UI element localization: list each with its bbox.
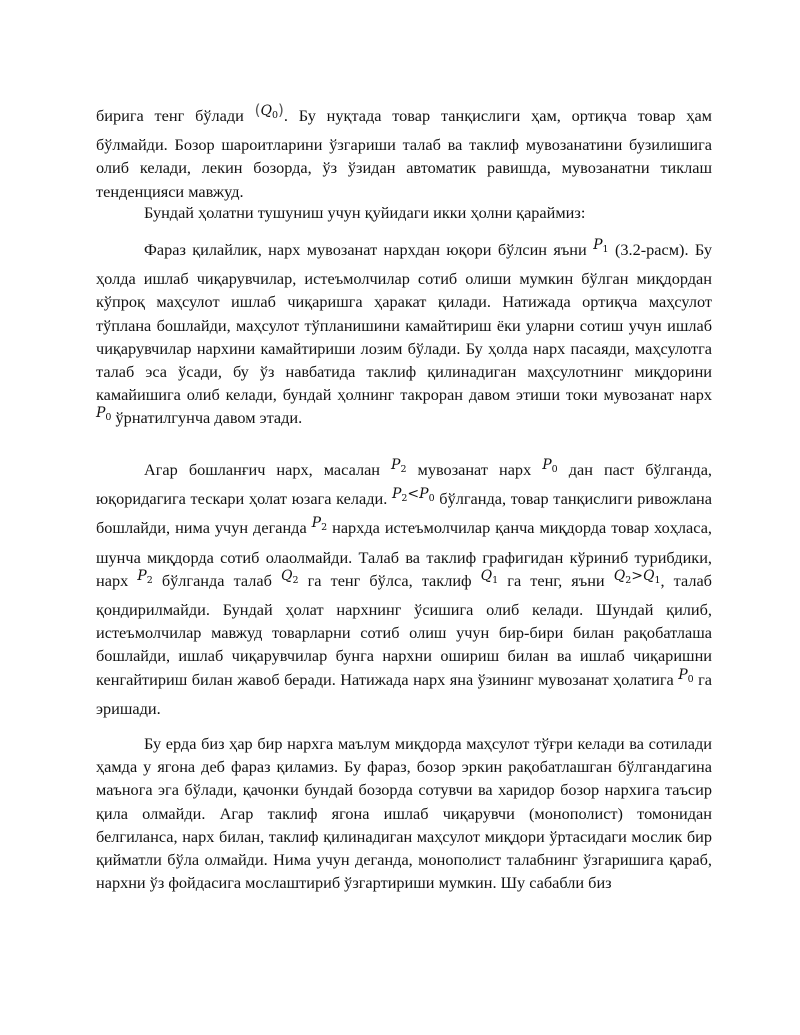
paragraph-4	[96, 458, 712, 720]
p2-text: Бундай ҳолатни тушуниш учун қуйидаги икки ҳолни қараймиз:	[144, 203, 586, 222]
formula-p0: $P_0$	[678, 666, 694, 685]
formula-q0: $(Q_0)$	[254, 101, 284, 121]
formula-p2-lt-p0: $P_2<P_0$	[391, 486, 435, 505]
formula-p1: $P_1$	[593, 237, 609, 255]
formula-p0: $P_0$	[96, 405, 112, 424]
p5-text: Бу ерда биз ҳар бир нархга маълум миқдорда маҳсулот тўғри келади ва сотилади ҳамда у ягона деб фараз қиламиз. Бу фараз, бозор эркин рақобатлашган бўлгандагина маънога эга бўлади, қачонки бундай бозорда сотувчи ва харидор бозор нархига таъсир қила олмайди. Агар таклиф ягона ишлаб чиқарувчи (монополист) томонидан белгиланса, нарх билан, таклиф қилинадиган маҳсулот миқдори ўртасидаги мослик бир қийматли бўла олмайди. Нима учун деганда, монополист талабнинг ўзгаришига қараб, нархни ўз фойдасига мослаштириб ўзгартириши мумкин. Шу сабабли биз	[96, 734, 712, 893]
paragraph-1	[96, 101, 712, 203]
formula-p2: $P_2$	[137, 567, 153, 586]
formula-p2: $P_2$	[311, 515, 328, 534]
p4-text-f: бўлганда талаб	[152, 570, 281, 590]
paragraph-5	[96, 732, 712, 894]
paragraph-3	[96, 238, 712, 436]
p4-text-j: га эришади.	[96, 669, 712, 718]
p4-text-i: , талаб қондирилмайди. Бундай ҳолат нархнинг ўсишига олиб келади. Шундай қилиб, истеъмолчилар мавжуд товарларни сотиб олиш учун бир-бири билан рақобатлаша бошлайди, ишлаб чиқарувчилар бунга нархни ошириш билан ва ишлаб чиқаришни кенгайтириш билан жавоб беради. Натижада нарх яна ўзининг мувозанат ҳолатига	[96, 570, 712, 689]
p3-text-b: (3.2-расм). Бу ҳолда ишлаб чиқарувчилар, истеъмолчилар сотиб олиши мумкин бўлган миқдордан кўпроқ маҳсулот ишлаб чиқаришга ҳаракат қилади. Натижада ортиқча маҳсулот тўплана бошлайди, маҳсулот тўпланишини камайтириш ёки уларни сотиш учун ишлаб чиқарувчилар нархини камайтириши лозим бўлади. Бу ҳолда нарх пасаяди, маҳсулотга талаб эса ўсади, бу ўз навбатида таклиф қилинадиган маҳсулотнинг миқдорини камайишига олиб келади, бундай ҳолнинг такроран давом этиши токи мувозанат нарх	[96, 240, 712, 405]
p1-text-a: бирига тенг бўлади	[96, 106, 255, 125]
p3-text-c: ўрнатилгунча давом этади.	[111, 408, 303, 428]
formula-p2: $P_2$	[391, 457, 407, 475]
p1-text-b: . Бу нуқтада товар танқислиги ҳам, ортиқча товар ҳам бўлмайди. Бозор шароитларини ўзгариши талаб ва таклиф мувозанатини бузилишига олиб келади, лекин бозорда, ўз ўзидан автоматик равишда, мувозанатни тиклаш тенденцияси мавжуд.	[96, 106, 712, 201]
p4-text-c: дан паст бўлганда, юқоридагига тескари ҳолат юзага келади.	[96, 460, 712, 509]
p4-text-a: Агар бошланғич нарх, масалан	[144, 460, 392, 479]
formula-q1: $Q_1$	[480, 567, 499, 586]
p4-text-h: га тенг, яъни	[498, 570, 614, 590]
formula-p0: $P_0$	[542, 457, 558, 475]
formula-q2-gt-q1: $Q_2>Q_1$	[613, 567, 661, 586]
formula-q2: $Q_2$	[281, 567, 299, 586]
p3-text-a: Фараз қилайлик, нарх мувозанат нархдан юқори бўлсин яъни	[144, 240, 594, 259]
p4-text-d: бўлганда, товар танқислиги ривожлана бошлайди, нима учун деганда	[96, 489, 712, 538]
p4-text-g: га тенг бўлса, таклиф	[298, 570, 481, 590]
p4-text-b: мувозанат нарх	[406, 460, 543, 479]
p4-text-e: нархда истеъмолчилар қанча миқдорда товар хоҳласа, шунча миқдорда сотиб олаолмайди. Талаб ва таклиф графигидан кўриниб турибдики, нарх	[96, 518, 712, 590]
paragraph-2	[96, 201, 712, 224]
